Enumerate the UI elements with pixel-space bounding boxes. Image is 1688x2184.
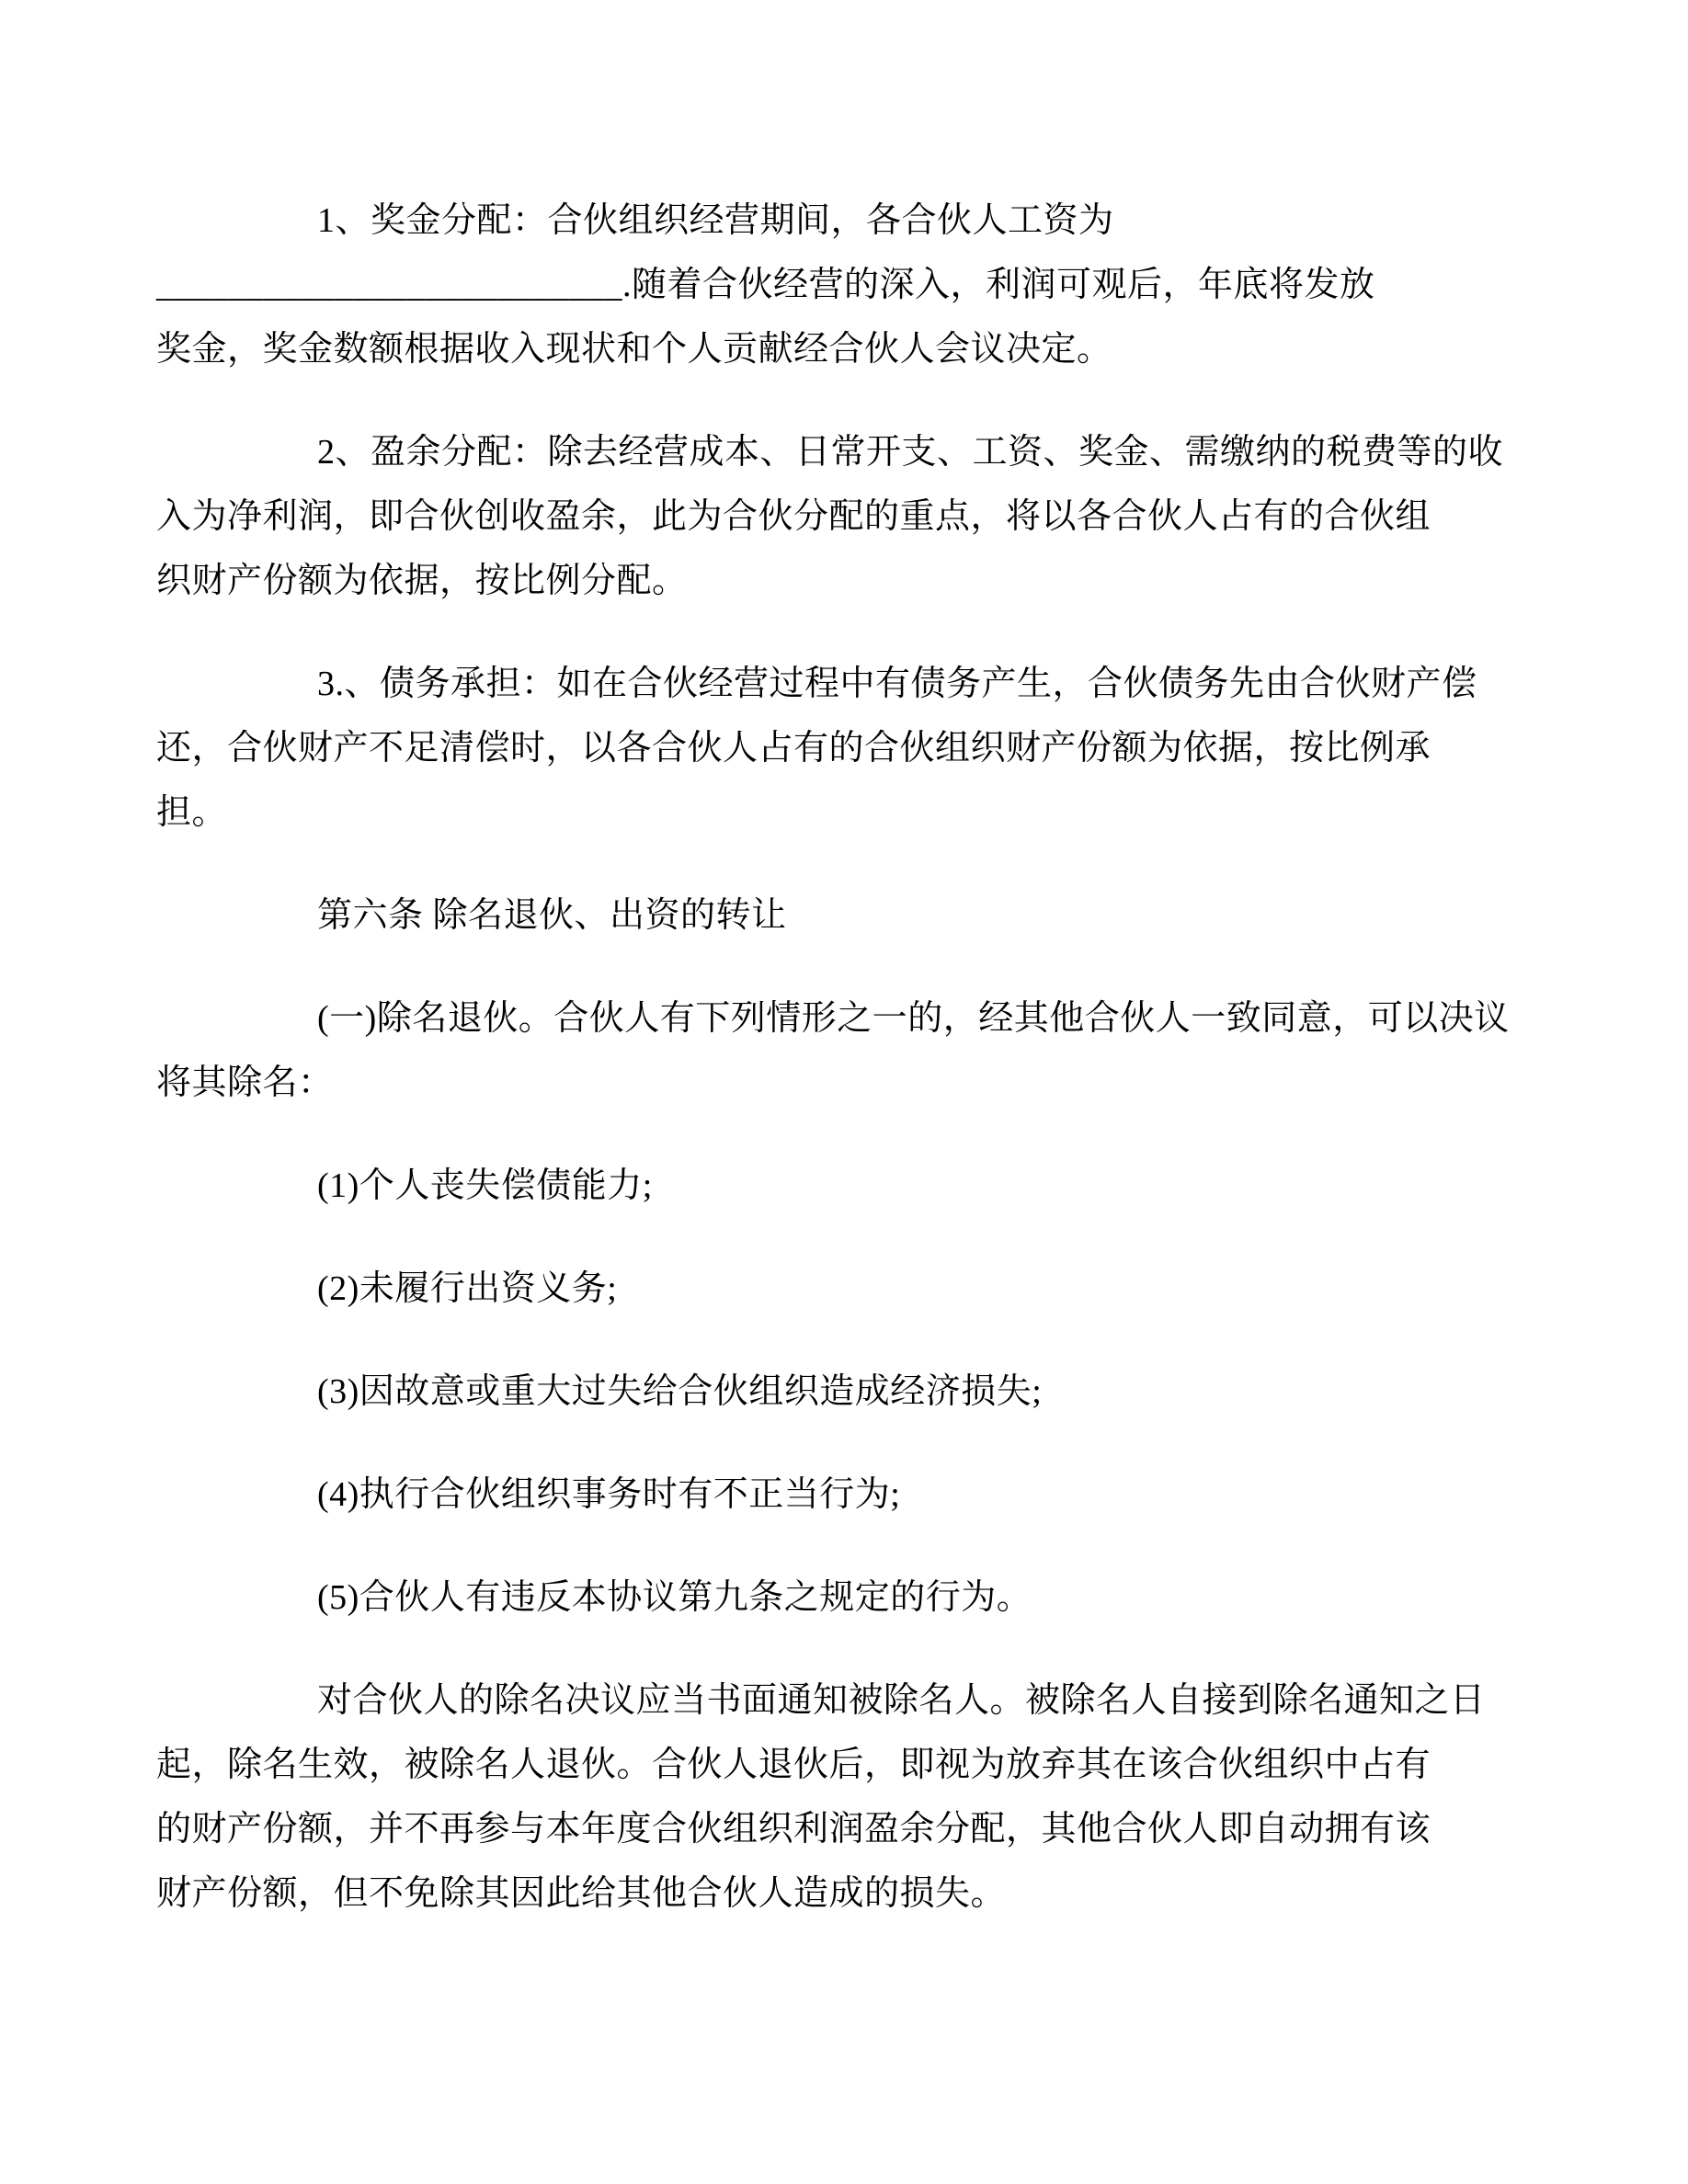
text-line: (5)合伙人有违反本协议第九条之规定的行为。 [317, 1578, 1032, 1617]
text-line: 奖金，奖金数额根据收入现状和个人贡献经合伙人会议决定。 [156, 330, 1112, 369]
text-line: 担。 [156, 793, 228, 832]
text-line: 织财产份额为依据，按比例分配。 [156, 562, 688, 600]
text-line: 1、奖金分配：合伙组织经营期间，各合伙人工资为 [317, 201, 1114, 240]
text-line: (1)个人丧失偿债能力; [317, 1166, 653, 1205]
list-item-3 [156, 1359, 1462, 1424]
text-line: 起，除名生效，被除名人退伙。合伙人退伙后，即视为放弃其在该合伙组织中占有 [156, 1746, 1431, 1784]
text-line: 对合伙人的除名决议应当书面通知被除名人。被除名人自接到除名通知之日 [317, 1681, 1486, 1720]
list-item-4 [156, 1462, 1462, 1527]
text-line: (一)除名退伙。合伙人有下列情形之一的，经其他合伙人一致同意，可以决议 [317, 999, 1510, 1038]
text-line-with-blank-underline: __________________________.随着合伙经营的深入，利润可观后，年底将发放 [156, 266, 1375, 304]
text-line: 2、盈余分配：除去经营成本、日常开支、工资、奖金、需缴纳的税费等的收 [317, 433, 1504, 472]
text-line: 的财产份额，并不再参与本年度合伙组织利润盈余分配，其他合伙人即自动拥有该 [156, 1810, 1431, 1848]
article-six-heading [156, 883, 1462, 948]
list-item-2 [156, 1257, 1462, 1321]
text-line: (2)未履行出资义务; [317, 1269, 618, 1308]
paragraph-debt-liability [156, 652, 1477, 845]
text-line: (3)因故意或重大过失给合伙组织造成经济损失; [317, 1372, 1043, 1411]
text-line: 还，合伙财产不足清偿时，以各合伙人占有的合伙组织财产份额为依据，按比例承 [156, 729, 1431, 768]
paragraph-bonus-distribution [156, 188, 1462, 381]
heading-line: 第六条 除名退伙、出资的转让 [317, 896, 787, 935]
text-line: 入为净利润，即合伙创收盈余，此为合伙分配的重点，将以各合伙人占有的合伙组 [156, 497, 1431, 536]
text-line: 将其除名： [156, 1064, 334, 1102]
paragraph-expulsion-effect [156, 1668, 1486, 1926]
text-line: (4)执行合伙组织事务时有不正当行为; [317, 1475, 901, 1514]
paragraph-expulsion-intro [156, 986, 1510, 1115]
text-line: 3.、债务承担：如在合伙经营过程中有债务产生，合伙债务先由合伙财产偿 [317, 665, 1477, 703]
list-item-5 [156, 1565, 1462, 1630]
paragraph-surplus-distribution [156, 420, 1504, 613]
text-line: 财产份额，但不免除其因此给其他合伙人造成的损失。 [156, 1874, 1007, 1913]
list-item-1 [156, 1154, 1462, 1218]
